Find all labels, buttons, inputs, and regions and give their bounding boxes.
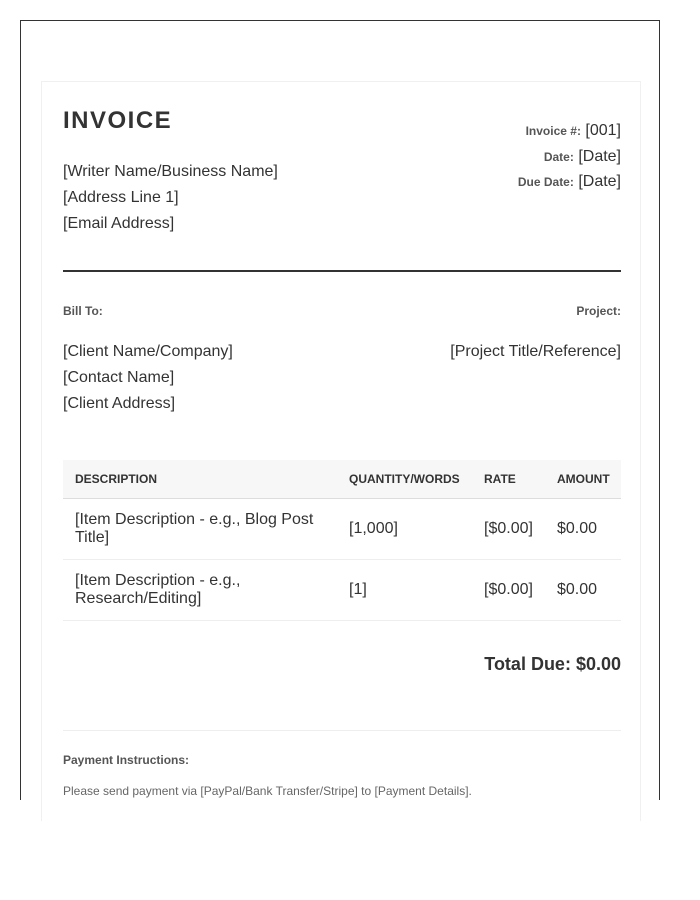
line-items-table xyxy=(63,460,621,621)
item-quantity: [1] xyxy=(337,559,472,620)
document-frame xyxy=(20,20,660,800)
table-row xyxy=(63,498,621,559)
item-description: [Item Description - e.g., Blog Post Title] xyxy=(63,498,337,559)
invoice-number-row xyxy=(518,121,621,147)
item-rate: [$0.00] xyxy=(472,559,545,620)
payment-instructions-label: Payment Instructions: xyxy=(63,753,190,767)
invoice-number-label: Invoice #: xyxy=(525,124,581,138)
due-date-row xyxy=(518,172,621,198)
item-amount: $0.00 xyxy=(545,559,621,620)
header-quantity: QUANTITY/WORDS xyxy=(337,460,472,498)
invoice-date-label: Date: xyxy=(543,149,574,164)
invoice-number-value: [001] xyxy=(585,122,621,139)
sender-name: [Writer Name/Business Name] xyxy=(63,163,278,180)
table-header-row xyxy=(63,460,621,498)
invoice-date-value: [Date] xyxy=(578,147,621,165)
header-amount: AMOUNT xyxy=(545,460,621,498)
item-description: [Item Description - e.g., Research/Editing] xyxy=(63,559,337,620)
invoice-paper xyxy=(41,81,641,821)
bill-to-label: Bill To: xyxy=(63,304,103,318)
sender-address: [Address Line 1] xyxy=(63,189,179,206)
payment-divider xyxy=(63,730,621,731)
invoice-meta xyxy=(518,121,621,198)
header-divider xyxy=(63,270,621,272)
due-date-label: Due Date: xyxy=(517,175,574,189)
invoice-title: INVOICE xyxy=(63,107,173,134)
payment-instructions-text: Please send payment via [PayPal/Bank Transfer/Stripe] to [Payment Details]. xyxy=(63,784,472,798)
sender-email: [Email Address] xyxy=(63,215,175,232)
item-quantity: [1,000] xyxy=(337,498,472,559)
project-value: [Project Title/Reference] xyxy=(450,343,621,360)
item-rate: [$0.00] xyxy=(472,498,545,559)
total-due: Total Due: $0.00 xyxy=(484,654,621,674)
item-amount: $0.00 xyxy=(545,498,621,559)
table-row xyxy=(63,559,621,620)
client-name: [Client Name/Company] xyxy=(63,343,233,360)
client-address: [Client Address] xyxy=(63,395,176,412)
header-rate: RATE xyxy=(472,460,545,498)
sender-block xyxy=(63,159,278,237)
invoice-date-row xyxy=(518,147,621,173)
due-date-value: [Date] xyxy=(578,173,621,190)
project-label: Project: xyxy=(576,304,621,318)
client-block xyxy=(63,339,233,417)
client-contact: [Contact Name] xyxy=(63,369,175,386)
header-description: DESCRIPTION xyxy=(63,460,337,498)
